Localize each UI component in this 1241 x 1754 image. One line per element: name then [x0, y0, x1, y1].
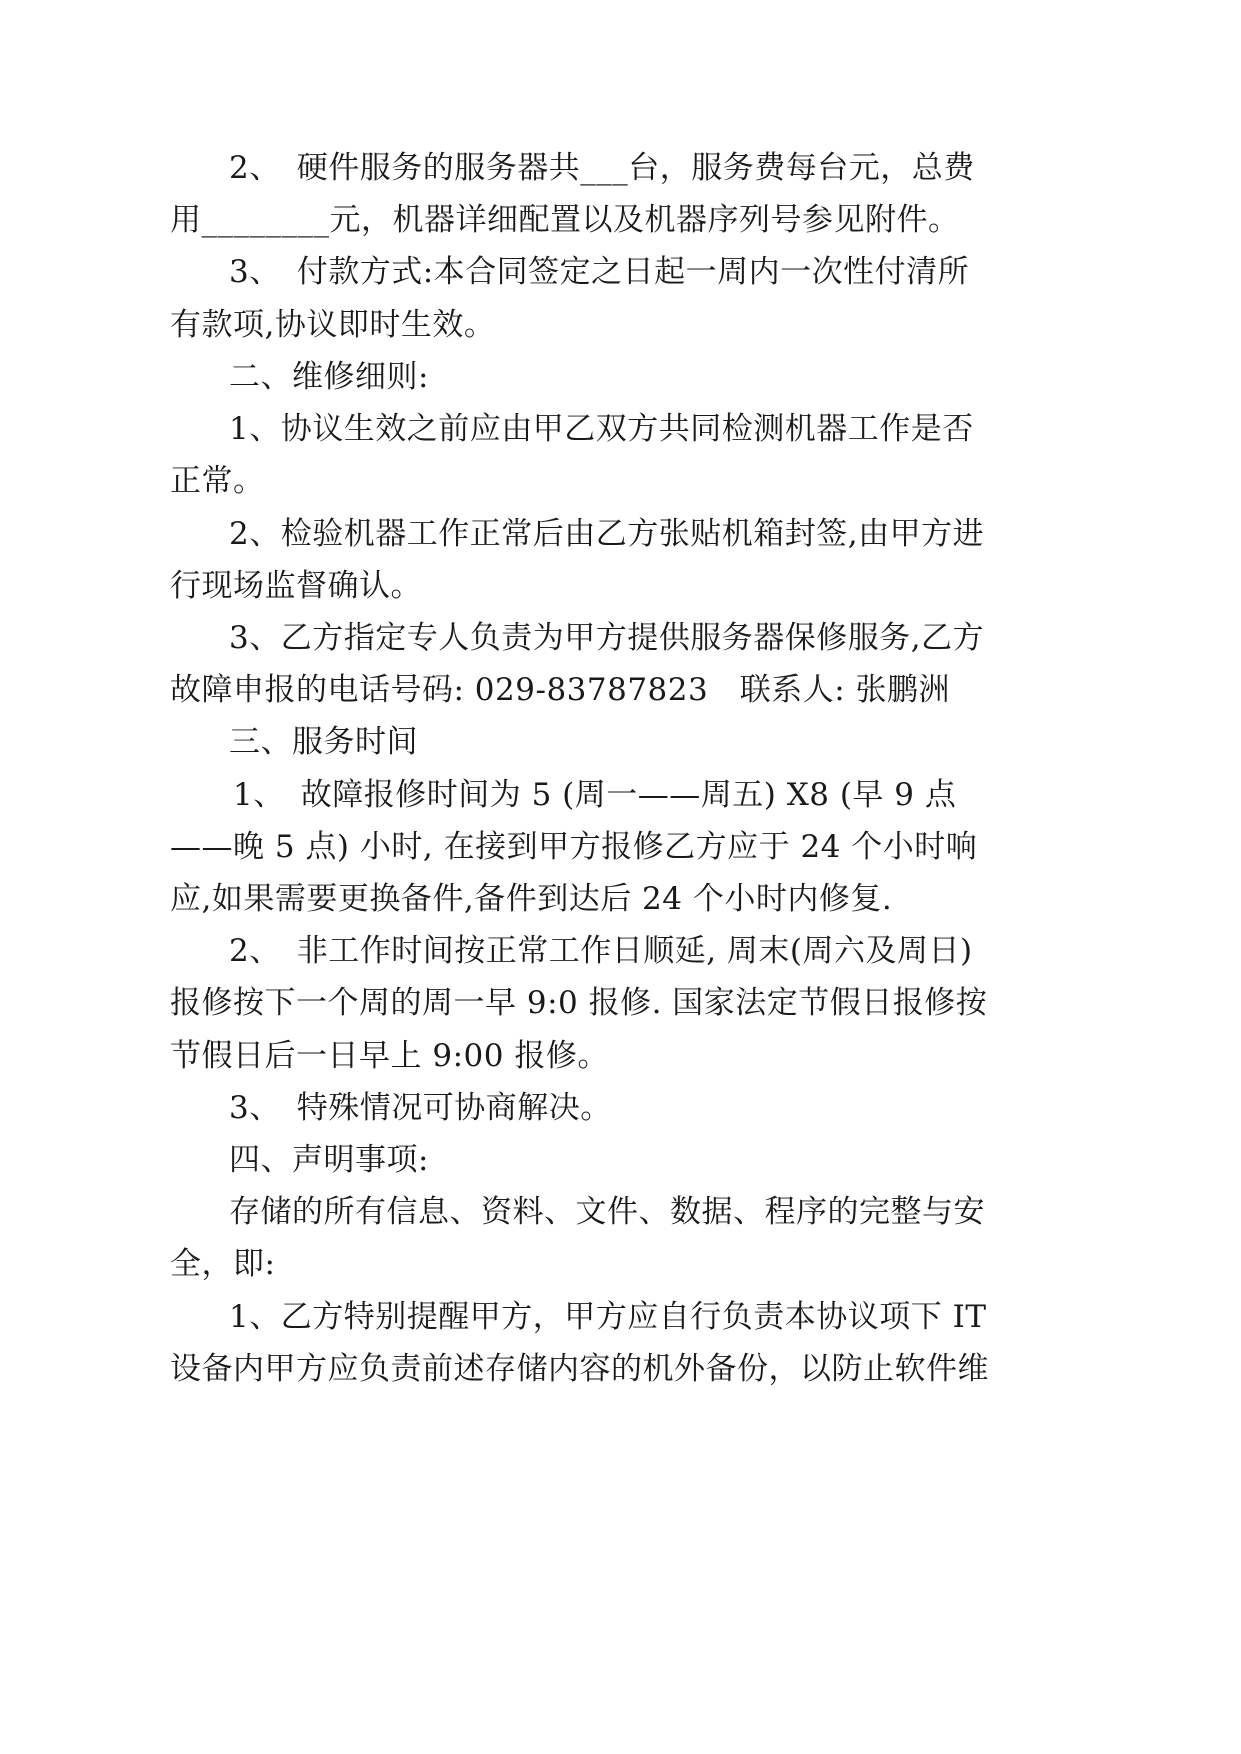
text-line: 1、 故障报修时间为 5 (周一——周五) X8 (早 9 点 — [233, 777, 957, 813]
text-line: 3、乙方指定专人负责为甲方提供服务器保修服务,乙方 — [229, 620, 985, 656]
text-line: 2、 硬件服务的服务器共___台，服务费每台元，总费 — [229, 150, 975, 186]
text-line: 存储的所有信息、资料、文件、数据、程序的完整与安 — [229, 1194, 985, 1230]
text-line: 应,如果需要更换备件,备件到达后 24 个小时内修复. — [170, 881, 893, 917]
text-line: 全，即: — [170, 1246, 276, 1282]
text-line: 用________元，机器详细配置以及机器序列号参见附件。 — [170, 202, 960, 238]
text-line: 节假日后一日早上 9:00 报修。 — [170, 1038, 609, 1074]
section-heading: 四、声明事项: — [229, 1142, 429, 1178]
text-line: 3、 特殊情况可协商解决。 — [229, 1090, 612, 1126]
text-line: 3、 付款方式:本合同签定之日起一周内一次性付清所 — [229, 254, 970, 290]
text-line: 设备内甲方应负责前述存储内容的机外备份，以防止软件维 — [170, 1351, 989, 1387]
text-line: 2、 非工作时间按正常工作日顺延, 周末(周六及周日) — [229, 933, 973, 969]
section-heading: 三、服务时间 — [229, 724, 418, 760]
text-line: 报修按下一个周的周一早 9:0 报修. 国家法定节假日报修按 — [170, 985, 988, 1021]
text-line: 2、检验机器工作正常后由乙方张贴机箱封签,由甲方进 — [229, 516, 985, 552]
text-line: 故障申报的电话号码: 029-83787823 联系人: 张鹏洲 — [170, 672, 951, 708]
section-heading: 二、维修细则: — [229, 359, 429, 395]
text-line: 正常。 — [170, 463, 265, 499]
text-line: 有款项,协议即时生效。 — [170, 307, 496, 343]
text-line: 1、乙方特别提醒甲方，甲方应自行负责本协议项下 IT — [229, 1299, 987, 1335]
text-line: 行现场监督确认。 — [170, 568, 422, 604]
text-line: ——晚 5 点) 小时, 在接到甲方报修乙方应于 24 个小时响 — [170, 829, 978, 865]
text-line: 1、协议生效之前应由甲乙双方共同检测机器工作是否 — [229, 411, 974, 447]
